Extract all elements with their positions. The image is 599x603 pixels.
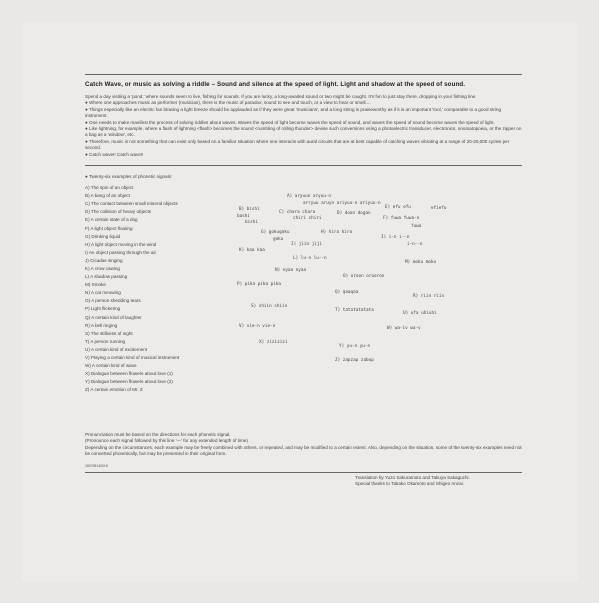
phonetic-signal: M) moku moku	[405, 260, 437, 266]
list-item: J) Cicadas singing	[85, 257, 123, 263]
phonetic-signal: arryuu aruyn ariyuu-n ariyuu-n	[303, 201, 381, 207]
list-item: G) Drinking liquid	[85, 233, 121, 239]
list-item: O) A person shedding tears	[85, 298, 141, 304]
list-item: W) A certain kind of wave	[85, 363, 137, 369]
list-item: S) The stillness of night	[85, 330, 133, 336]
phonetic-signal: goku	[273, 237, 284, 243]
phonetic-signal: Z) zapzap zabop	[335, 358, 374, 364]
list-item: V) Playing a certain kind of musical instrument	[85, 355, 180, 361]
note-line: Pronunciation must be based on the directions for each phonetic signal.	[85, 432, 231, 438]
list-item: H) A light object moving in the wind	[85, 241, 157, 247]
list-item: T) A person running	[85, 338, 126, 344]
examples-heading: ● Twenty-six examples of phonetic signals:	[85, 174, 173, 180]
phonetic-signal: E) efu efu	[385, 205, 411, 211]
bottom-rule	[85, 472, 522, 473]
phonetic-signal: bashi	[237, 214, 250, 220]
phonetic-signal: X) zizizizi	[259, 340, 288, 346]
list-item: E) A certain state of a dog	[85, 217, 138, 223]
phonetic-signal: fuwa	[411, 224, 422, 230]
intro-text	[85, 94, 522, 158]
middle-rule	[85, 165, 522, 166]
phonetic-signal: O) oroon orooron	[343, 274, 385, 280]
insert-sheet	[22, 22, 578, 582]
phonetic-signal: S) shiin shiin	[251, 304, 288, 310]
phonetic-signal: N) nyaa nyaa	[275, 268, 307, 274]
list-item: I) An object passing through the air	[85, 249, 156, 255]
phonetic-signal: P) pika pika pika	[237, 282, 281, 288]
list-item: U) A certain kind of excitement	[85, 346, 148, 352]
phonetic-signal: H) hira hira	[321, 230, 353, 236]
credit-line: Special thanks to Takako Okamoto and Shigeo Anzai.	[355, 481, 464, 487]
phonetic-signals-cluster	[235, 194, 525, 424]
intro-paragraph: ● Therefore, music is not something that can exist only based on a familiar situation where one interacts with aural circuits that are at best capable of catching waves vibrating at a range of 20-20,000 cycles per second.	[85, 138, 510, 151]
list-item: D) The collision of heavy objects	[85, 209, 152, 215]
list-item: F) A light object floating	[85, 225, 133, 231]
phonetic-signal: R) riin riin	[413, 294, 445, 300]
list-item: Q) A certain kind of laughter	[85, 314, 142, 320]
intro-paragraph: ● Catch wave!! Catch wave!!	[85, 151, 144, 157]
phonetic-signal: I) i-n i--n	[381, 235, 410, 241]
examples-section	[85, 184, 522, 429]
list-item: B) A bang of an object	[85, 193, 130, 199]
list-item: L) A shadow passing	[85, 274, 128, 280]
phonetic-signal: L) lu-n lu--n	[293, 256, 327, 262]
top-rule	[85, 74, 522, 75]
phonetic-signal: B) bishi	[239, 207, 260, 213]
phonetic-signal: T) tatatatatata	[335, 308, 374, 314]
document-title: Catch Wave, or music as solving a riddle – Sound and silence at the speed of light. Light and shadow at the speed of sound.	[85, 81, 466, 88]
list-item: Y) Dialogue between flowers about love (2)	[85, 379, 173, 385]
phonetic-signal: efiefo	[431, 206, 447, 212]
list-item: K) A crow cawing	[85, 266, 120, 271]
credits	[85, 475, 522, 488]
phonetic-signal: C) chara chara	[279, 210, 316, 216]
list-item: Z) A certain emotion of Mr. Z	[85, 387, 143, 393]
credit-line: Translation by Yuzo Sakuramoto and Takuya Sakaguchi.	[355, 474, 470, 480]
catalog-number: 18075814001H	[85, 463, 109, 468]
list-item: X) Dialogue between flowers about love (1)	[85, 371, 173, 377]
phonetic-signal: K) kaa kaa	[239, 248, 265, 254]
list-item: A) The spin of an object	[85, 185, 134, 191]
intro-paragraph: Spend a day visiting a 'pond,' where sounds seem to live, fishing for sounds. If you are lucky, a long-awaited sound or two might be caught. It's fun to just stay there, dropping in your fishing line.	[85, 94, 477, 99]
insert-content	[85, 74, 522, 488]
phonetic-signal: W) wa-iv wa-v	[387, 326, 421, 332]
phonetic-signal: Y) yu-n yu-n	[339, 344, 371, 350]
phonetic-signal: D) doan dogan	[337, 211, 371, 217]
note-line: (Pronounce each signal followed by this line '—' for any extended length of time)	[85, 438, 248, 444]
phonetic-signal: i-n--n	[407, 242, 423, 248]
list-item: N) A cat meowing	[85, 290, 121, 296]
intro-paragraph: ● Things especially like an electric fan blowing a light breeze should be applauded as if they were great 'musicians', and a long string is praiseworthy as if it is an important 'tool,' comparable to a good string instrument.	[85, 106, 502, 119]
phonetic-signal: G) gokugoku	[261, 230, 290, 236]
phonetic-signal: A) aryuun aryuu-n	[287, 194, 331, 200]
list-item: R) A bell ringing	[85, 322, 118, 328]
examples-list	[85, 184, 179, 394]
intro-paragraph: ● One needs to make manifest the process of solving riddles about waves. Waves the speed of light become waves the speed of sound, and waves the speed of sound become waves the speed of light.	[85, 119, 495, 125]
phonetic-signal: J) jiin jiji	[291, 242, 323, 248]
list-item: M) Smoke	[85, 282, 106, 288]
phonetic-signal: F) fuwa fuwa-n	[383, 216, 420, 222]
phonetic-signal: V) vie-n vie-n	[239, 324, 276, 330]
phonetic-signal: U) ufa uhiuhi	[403, 311, 437, 317]
note-line: Depending on the circumstances, each example may be freely combined with others, or repeated, and may be modified to a certain extent. Also, depending on the situation, some of the twenty-six examples need not be converted phonetically, but may be presented in their original form.	[85, 444, 522, 457]
pronunciation-notes	[85, 432, 522, 458]
list-item: P) Light flickering	[85, 306, 121, 312]
phonetic-signal: Q) qaaqaa	[335, 290, 359, 296]
list-item: C) The contact between small mineral objects	[85, 201, 178, 207]
intro-paragraph: ● Where one approaches music as performer (musician), there is the music of paradox; sound to see and touch, or a view to hear or smell....	[85, 100, 371, 106]
phonetic-signal: bishi	[245, 220, 258, 226]
phonetic-signal: chiri chiri	[293, 216, 322, 222]
intro-paragraph: ● Like lightning, for example, where a flash of lightning <flash> becomes the sound <rumbling of rolling thunder> devise such conversions using a photoelectric transducer, electronics, onomatopoeia, or the zipper on a bag as a 'window', etc.	[85, 126, 522, 138]
